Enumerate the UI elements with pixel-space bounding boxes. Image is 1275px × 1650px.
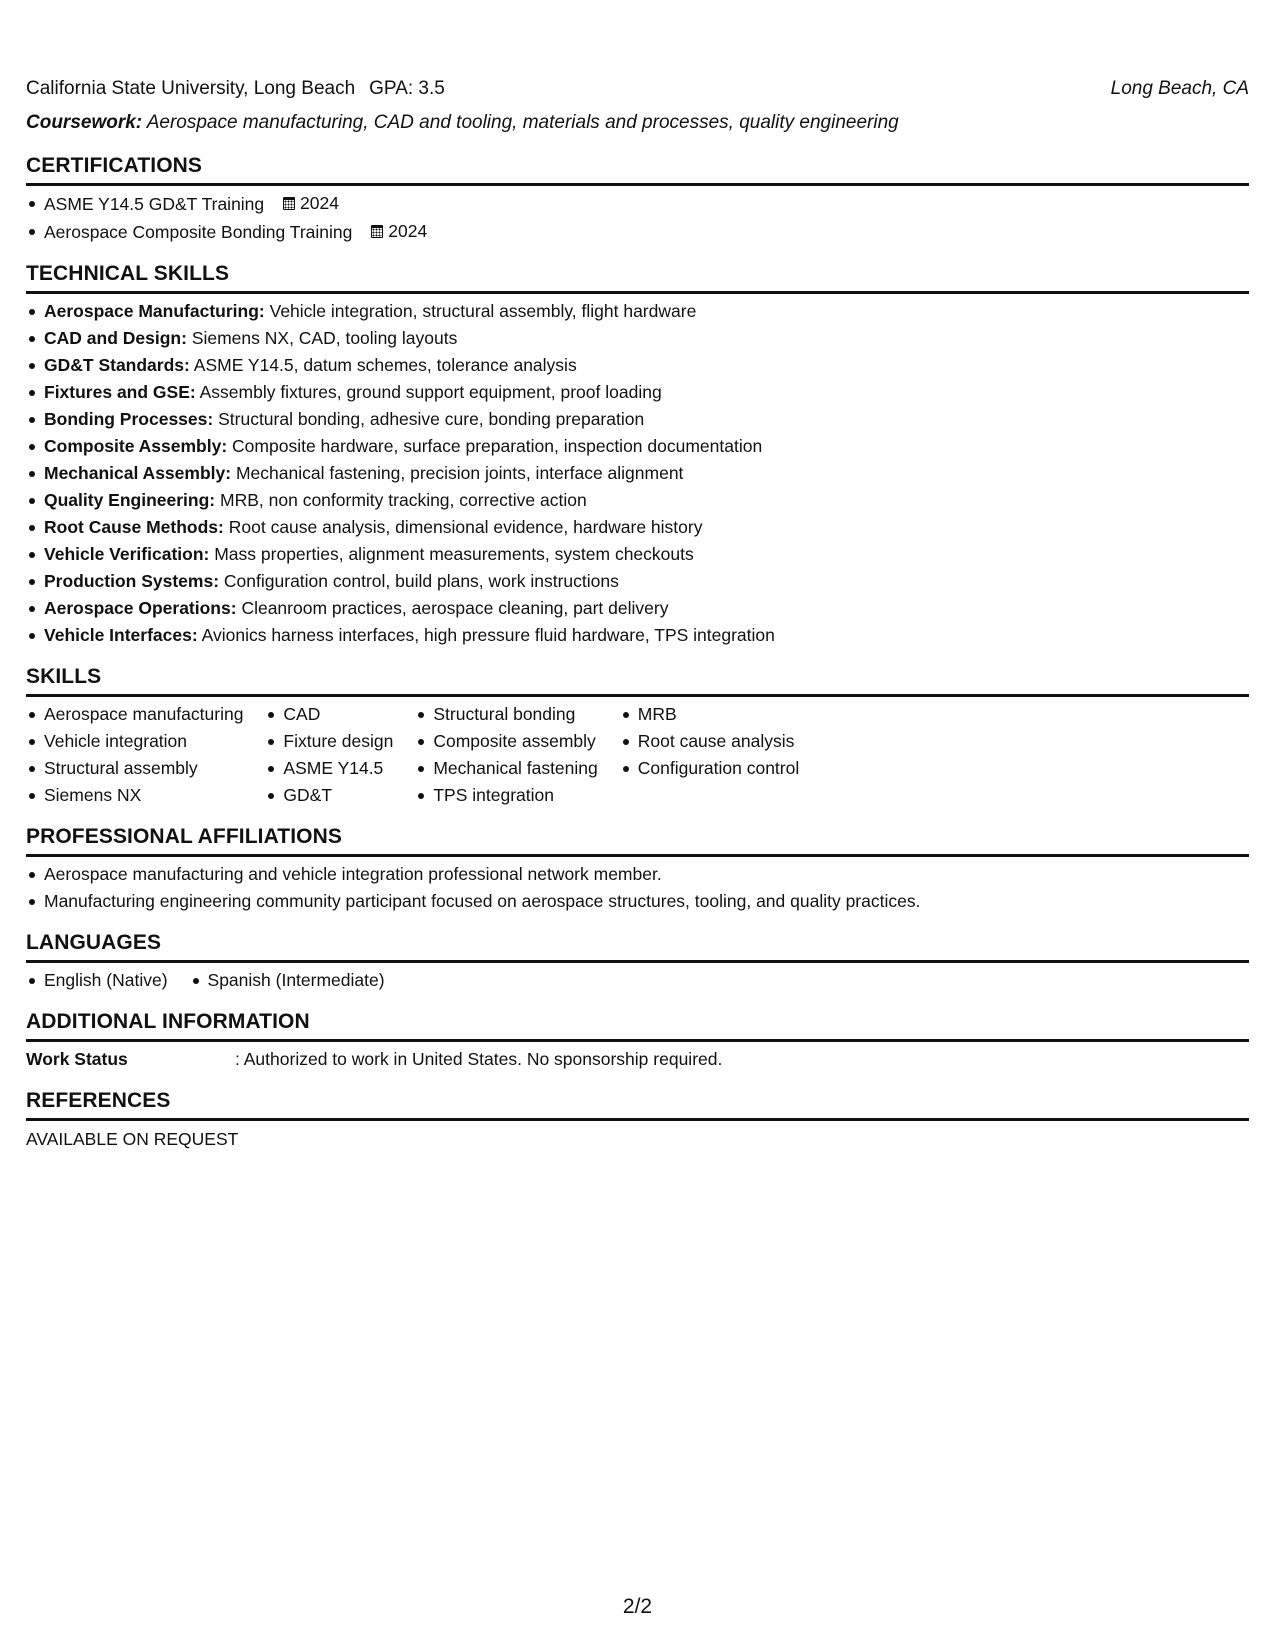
page-number: 2/2 — [622, 1595, 653, 1618]
section-title-affiliations: PROFESSIONAL AFFILIATIONS — [26, 823, 1249, 857]
skill-details: Mechanical fastening, precision joints, interface alignment — [235, 463, 684, 483]
skill-category: Aerospace Operations: — [44, 598, 237, 618]
skill-category: Quality Engineering: — [44, 490, 216, 510]
education-row — [26, 78, 1249, 108]
section-title-certifications: CERTIFICATIONS — [26, 152, 1249, 186]
list-item: Configuration control — [620, 755, 799, 782]
list-item: Aerospace manufacturing — [26, 701, 243, 728]
resume-page — [26, 78, 1249, 1153]
skill-details: Mass properties, alignment measurements, system checkouts — [214, 544, 694, 564]
certification-year: 2024 — [300, 193, 339, 213]
certification-date — [371, 218, 427, 245]
technical-skills-list — [26, 298, 1249, 649]
list-item: TPS integration — [415, 782, 597, 809]
list-item — [26, 298, 1249, 325]
skills-column — [265, 701, 393, 809]
languages-list — [26, 967, 1249, 994]
skills-grid — [26, 701, 1249, 809]
list-item — [26, 406, 1249, 433]
section-title-references: REFERENCES — [26, 1087, 1249, 1121]
section-title-skills: SKILLS — [26, 663, 1249, 697]
list-item: Composite assembly — [415, 728, 597, 755]
skill-category: Composite Assembly: — [44, 436, 228, 456]
list-item: Fixture design — [265, 728, 393, 755]
list-item: ASME Y14.5 — [265, 755, 393, 782]
coursework-text: Aerospace manufacturing, CAD and tooling, materials and processes, quality engineering — [146, 112, 899, 133]
certification-name: Aerospace Composite Bonding Training — [44, 222, 353, 242]
list-item: CAD — [265, 701, 393, 728]
list-item — [26, 487, 1249, 514]
list-item — [26, 218, 1249, 246]
certification-date — [283, 190, 339, 217]
coursework — [26, 108, 1249, 138]
work-status-value: : Authorized to work in United States. No sponsorship required. — [235, 1049, 723, 1069]
skill-details: Composite hardware, surface preparation, inspection documentation — [232, 436, 763, 456]
list-item — [26, 595, 1249, 622]
certification-year: 2024 — [388, 221, 428, 241]
skill-details: Assembly fixtures, ground support equipment, proof loading — [199, 382, 662, 402]
coursework-label: Coursework: — [26, 112, 143, 133]
skill-category: Vehicle Verification: — [44, 544, 210, 564]
list-item: Vehicle integration — [26, 728, 243, 755]
skill-category: Vehicle Interfaces: — [44, 625, 198, 645]
skills-column — [26, 701, 243, 809]
list-item — [26, 352, 1249, 379]
list-item — [26, 433, 1249, 460]
calendar-icon — [283, 197, 295, 210]
work-status-row — [26, 1046, 1249, 1073]
list-item: GD&T — [265, 782, 393, 809]
skill-category: Production Systems: — [44, 571, 220, 591]
skill-category: Aerospace Manufacturing: — [44, 301, 265, 321]
skill-details: Siemens NX, CAD, tooling layouts — [191, 328, 458, 348]
skills-column — [620, 701, 799, 809]
affiliations-list — [26, 861, 1249, 915]
list-item: MRB — [620, 701, 799, 728]
skill-details: Vehicle integration, structural assembly, flight hardware — [269, 301, 697, 321]
section-title-additional-information: ADDITIONAL INFORMATION — [26, 1008, 1249, 1042]
skill-category: Mechanical Assembly: — [44, 463, 232, 483]
skill-details: ASME Y14.5, datum schemes, tolerance analysis — [193, 355, 577, 375]
skills-column — [415, 701, 597, 809]
list-item: English (Native) — [26, 967, 168, 994]
list-item: Structural assembly — [26, 755, 243, 782]
references-text: AVAILABLE ON REQUEST — [26, 1129, 239, 1149]
list-item: Aerospace manufacturing and vehicle integration professional network member. — [26, 861, 1249, 888]
list-item — [26, 379, 1249, 406]
skill-details: Avionics harness interfaces, high pressure fluid hardware, TPS integration — [201, 625, 775, 645]
education-school-block — [26, 78, 445, 100]
list-item: Mechanical fastening — [415, 755, 597, 782]
skill-category: GD&T Standards: — [44, 355, 190, 375]
list-item — [26, 568, 1249, 595]
skill-category: CAD and Design: — [44, 328, 187, 348]
list-item: Structural bonding — [415, 701, 597, 728]
skill-category: Root Cause Methods: — [44, 517, 224, 537]
list-item: Manufacturing engineering community participant focused on aerospace structures, tooling, and quality practices. — [26, 888, 1249, 915]
skill-category: Fixtures and GSE: — [44, 382, 196, 402]
certification-name: ASME Y14.5 GD&T Training — [44, 194, 265, 214]
gpa: GPA: 3.5 — [369, 78, 445, 99]
list-item: Root cause analysis — [620, 728, 799, 755]
section-title-languages: LANGUAGES — [26, 929, 1249, 963]
list-item — [26, 325, 1249, 352]
list-item — [26, 190, 1249, 218]
certifications-list — [26, 190, 1249, 246]
skill-details: Cleanroom practices, aerospace cleaning, part delivery — [241, 598, 669, 618]
work-status-label: Work Status — [26, 1049, 128, 1069]
list-item — [26, 622, 1249, 649]
school-name: California State University, Long Beach — [26, 78, 356, 99]
skill-category: Bonding Processes: — [44, 409, 214, 429]
skill-details: Root cause analysis, dimensional evidence, hardware history — [228, 517, 703, 537]
list-item — [26, 541, 1249, 568]
school-location: Long Beach, CA — [1110, 78, 1249, 99]
skill-details: MRB, non conformity tracking, corrective action — [220, 490, 587, 510]
skill-details: Structural bonding, adhesive cure, bonding preparation — [218, 409, 645, 429]
calendar-icon — [371, 225, 383, 238]
list-item: Spanish (Intermediate) — [190, 967, 385, 994]
list-item — [26, 514, 1249, 541]
section-title-technical-skills: TECHNICAL SKILLS — [26, 260, 1249, 294]
skill-details: Configuration control, build plans, work instructions — [223, 571, 619, 591]
list-item — [26, 460, 1249, 487]
list-item: Siemens NX — [26, 782, 243, 809]
